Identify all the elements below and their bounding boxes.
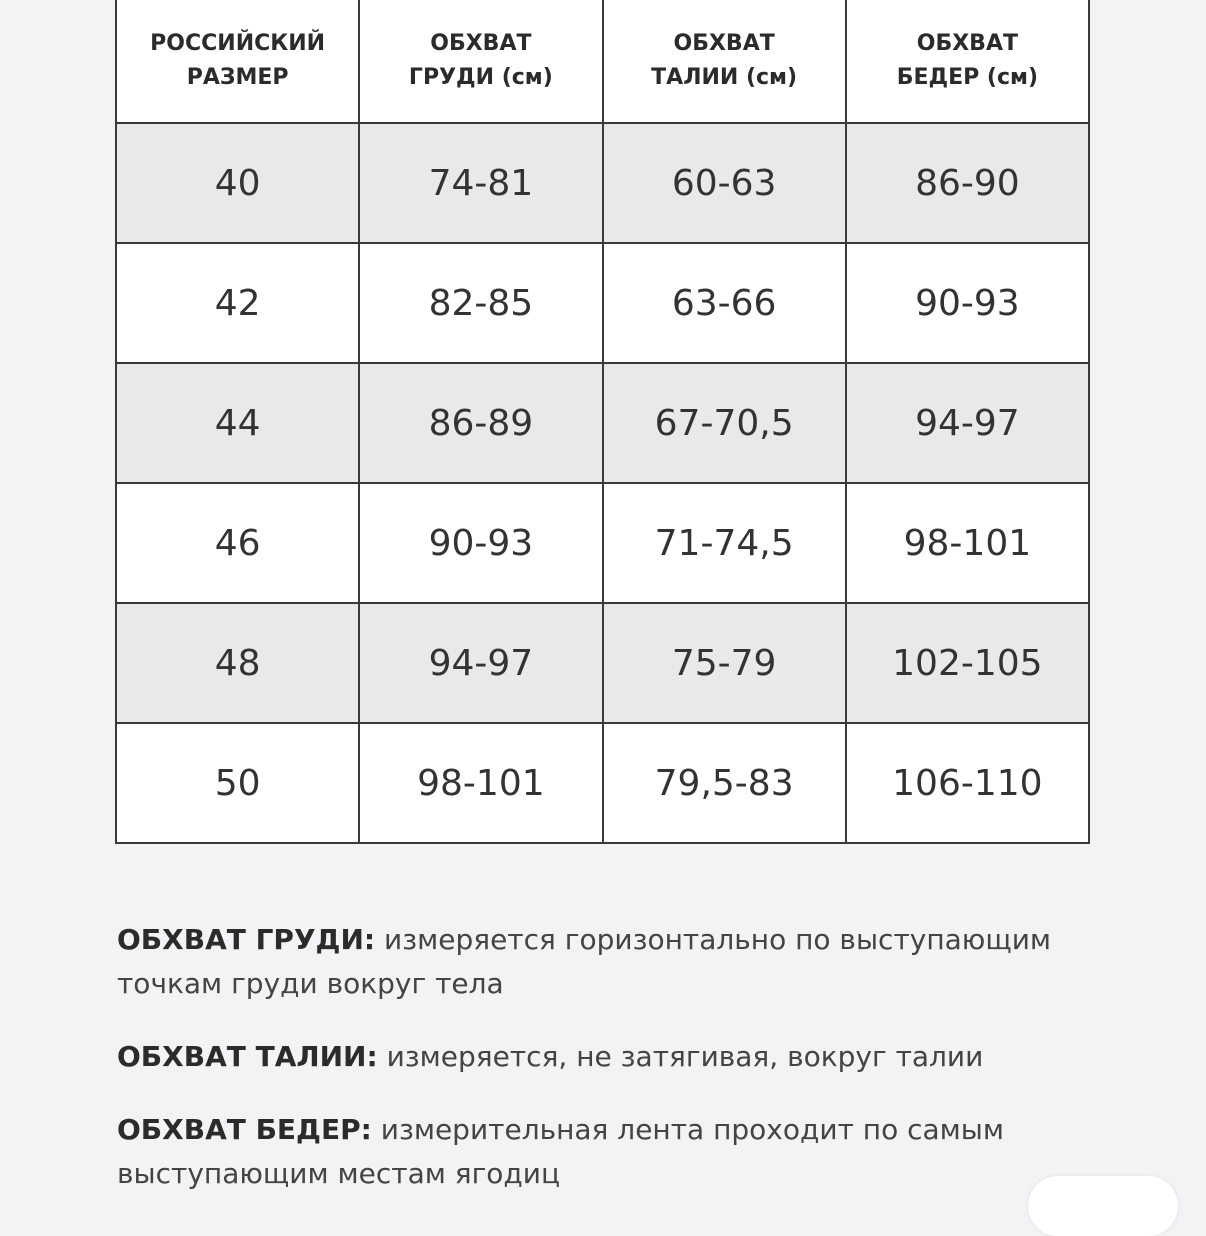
cell-waist: 63-66 bbox=[603, 243, 846, 363]
cell-waist: 71-74,5 bbox=[603, 483, 846, 603]
measurement-notes bbox=[117, 918, 1127, 1225]
cell-size: 50 bbox=[116, 723, 359, 843]
note-text: измеряется, не затягивая, вокруг талии bbox=[377, 1040, 984, 1073]
table-row bbox=[116, 723, 1089, 843]
size-chart-table bbox=[115, 0, 1090, 844]
cell-waist: 67-70,5 bbox=[603, 363, 846, 483]
note-label: ОБХВАТ ТАЛИИ: bbox=[117, 1040, 378, 1073]
table-row bbox=[116, 363, 1089, 483]
header-russian-size: РОССИЙСКИЙ РАЗМЕР bbox=[116, 0, 359, 123]
note-text: измерительная лента проходит по самым выступающим местам ягодиц bbox=[117, 1113, 1005, 1190]
cell-size: 46 bbox=[116, 483, 359, 603]
cell-waist: 75-79 bbox=[603, 603, 846, 723]
table-row bbox=[116, 603, 1089, 723]
header-hips: ОБХВАТ БЕДЕР (см) bbox=[846, 0, 1089, 123]
note-chest bbox=[117, 918, 1127, 1006]
cell-waist: 79,5-83 bbox=[603, 723, 846, 843]
note-text: измеряется горизонтально по выступающим точкам груди вокруг тела bbox=[117, 923, 1052, 1000]
cell-chest: 74-81 bbox=[359, 123, 602, 243]
cell-hips: 94-97 bbox=[846, 363, 1089, 483]
table-header-row bbox=[116, 0, 1089, 123]
cell-size: 48 bbox=[116, 603, 359, 723]
note-waist bbox=[117, 1035, 1127, 1079]
cell-hips: 90-93 bbox=[846, 243, 1089, 363]
note-hips bbox=[117, 1108, 1127, 1196]
table-row bbox=[116, 483, 1089, 603]
cell-hips: 86-90 bbox=[846, 123, 1089, 243]
cell-size: 40 bbox=[116, 123, 359, 243]
cell-hips: 98-101 bbox=[846, 483, 1089, 603]
header-waist: ОБХВАТ ТАЛИИ (см) bbox=[603, 0, 846, 123]
cell-hips: 102-105 bbox=[846, 603, 1089, 723]
cell-chest: 86-89 bbox=[359, 363, 602, 483]
cell-size: 42 bbox=[116, 243, 359, 363]
note-label: ОБХВАТ ГРУДИ: bbox=[117, 923, 376, 956]
cell-chest: 98-101 bbox=[359, 723, 602, 843]
cell-chest: 94-97 bbox=[359, 603, 602, 723]
table-row bbox=[116, 243, 1089, 363]
cell-chest: 82-85 bbox=[359, 243, 602, 363]
note-label: ОБХВАТ БЕДЕР: bbox=[117, 1113, 372, 1146]
cell-hips: 106-110 bbox=[846, 723, 1089, 843]
cell-chest: 90-93 bbox=[359, 483, 602, 603]
cell-waist: 60-63 bbox=[603, 123, 846, 243]
table-row bbox=[116, 123, 1089, 243]
cell-size: 44 bbox=[116, 363, 359, 483]
header-chest: ОБХВАТ ГРУДИ (см) bbox=[359, 0, 602, 123]
corner-badge bbox=[1028, 1176, 1178, 1236]
